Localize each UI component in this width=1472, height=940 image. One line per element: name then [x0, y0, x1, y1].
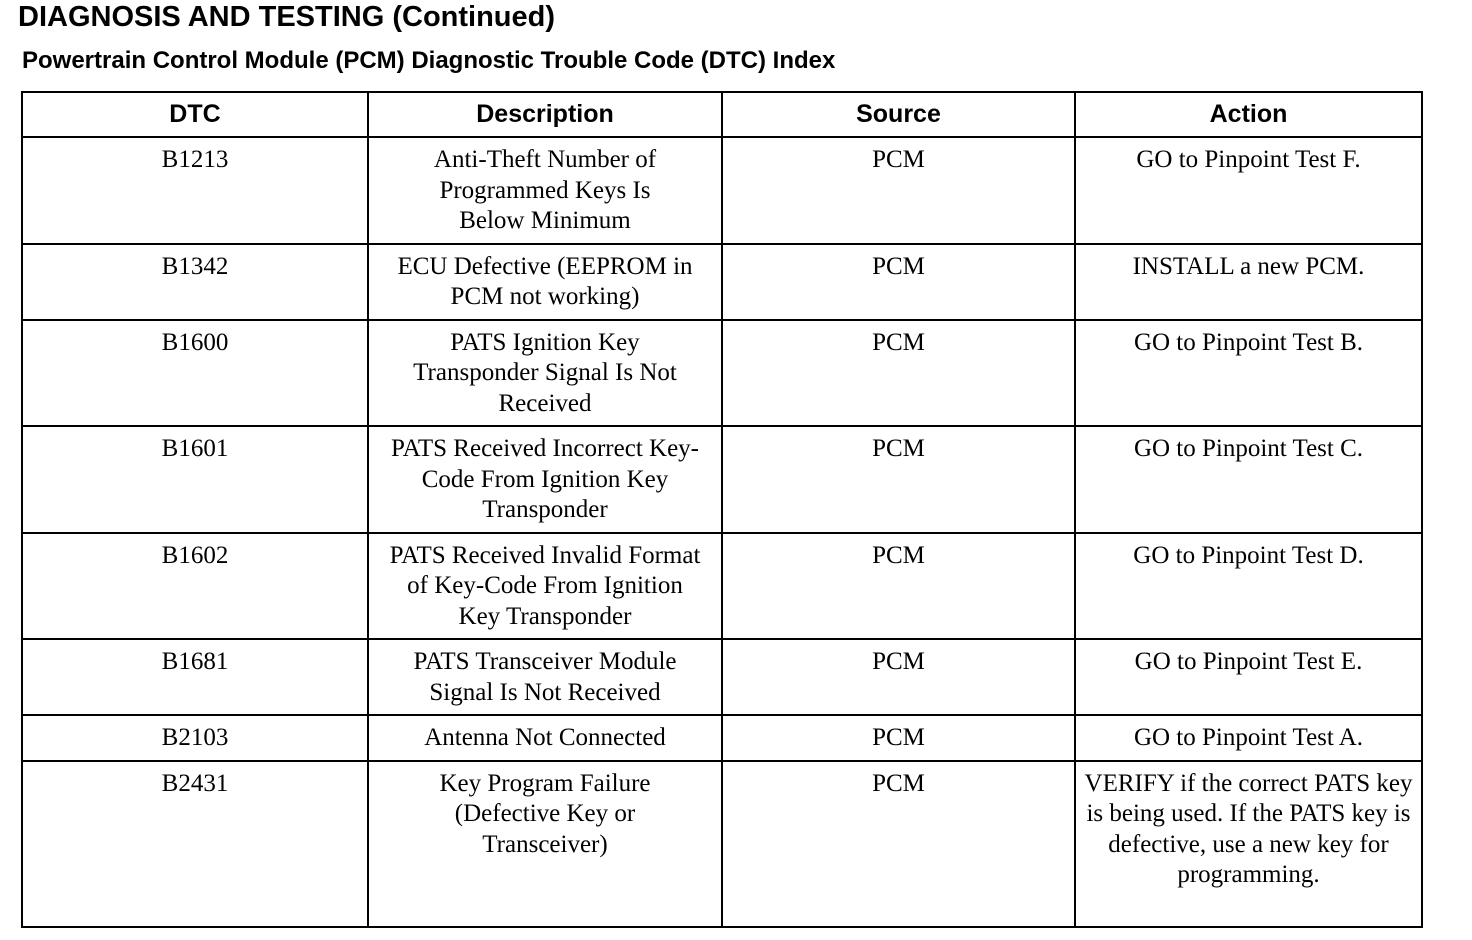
description-cell: ECU Defective (EEPROM in PCM not working) [368, 244, 722, 320]
source-cell: PCM [722, 320, 1075, 427]
action-cell: GO to Pinpoint Test C. [1075, 426, 1422, 533]
dtc-cell: B2103 [22, 715, 368, 761]
table-row [22, 320, 1422, 427]
action-cell: GO to Pinpoint Test A. [1075, 715, 1422, 761]
source-cell: PCM [722, 244, 1075, 320]
action-cell: GO to Pinpoint Test F. [1075, 137, 1422, 244]
action-cell: GO to Pinpoint Test B. [1075, 320, 1422, 427]
description-cell: Key Program Failure (Defective Key or Transceiver) [368, 761, 722, 927]
source-cell: PCM [722, 533, 1075, 640]
description-cell: PATS Ignition Key Transponder Signal Is Not Received [368, 320, 722, 427]
dtc-index-table [21, 91, 1423, 928]
table-row [22, 426, 1422, 533]
dtc-cell: B1342 [22, 244, 368, 320]
dtc-cell: B1601 [22, 426, 368, 533]
dtc-cell: B1602 [22, 533, 368, 640]
table-header-row [22, 92, 1422, 137]
dtc-cell: B1600 [22, 320, 368, 427]
table-row [22, 137, 1422, 244]
description-cell: PATS Transceiver Module Signal Is Not Received [368, 639, 722, 715]
dtc-cell: B1213 [22, 137, 368, 244]
page-title: DIAGNOSIS AND TESTING (Continued) [18, 1, 556, 33]
column-header-description: Description [368, 92, 722, 137]
description-cell: PATS Received Incorrect Key-Code From Ignition Key Transponder [368, 426, 722, 533]
column-header-action: Action [1075, 92, 1422, 137]
description-cell: PATS Received Invalid Format of Key-Code From Ignition Key Transponder [368, 533, 722, 640]
column-header-dtc: DTC [22, 92, 368, 137]
source-cell: PCM [722, 137, 1075, 244]
table-row [22, 244, 1422, 320]
table-row [22, 761, 1422, 927]
table-row [22, 639, 1422, 715]
table-row [22, 715, 1422, 761]
source-cell: PCM [722, 761, 1075, 927]
page-subtitle: Powertrain Control Module (PCM) Diagnostic Trouble Code (DTC) Index [22, 47, 836, 74]
action-cell: VERIFY if the correct PATS key is being used. If the PATS key is defective, use a new key for programming. [1075, 761, 1422, 927]
description-cell: Anti-Theft Number of Programmed Keys Is Below Minimum [368, 137, 722, 244]
action-cell: GO to Pinpoint Test D. [1075, 533, 1422, 640]
source-cell: PCM [722, 715, 1075, 761]
column-header-source: Source [722, 92, 1075, 137]
dtc-cell: B2431 [22, 761, 368, 927]
source-cell: PCM [722, 426, 1075, 533]
description-cell: Antenna Not Connected [368, 715, 722, 761]
source-cell: PCM [722, 639, 1075, 715]
action-cell: GO to Pinpoint Test E. [1075, 639, 1422, 715]
action-cell: INSTALL a new PCM. [1075, 244, 1422, 320]
dtc-cell: B1681 [22, 639, 368, 715]
table-row [22, 533, 1422, 640]
